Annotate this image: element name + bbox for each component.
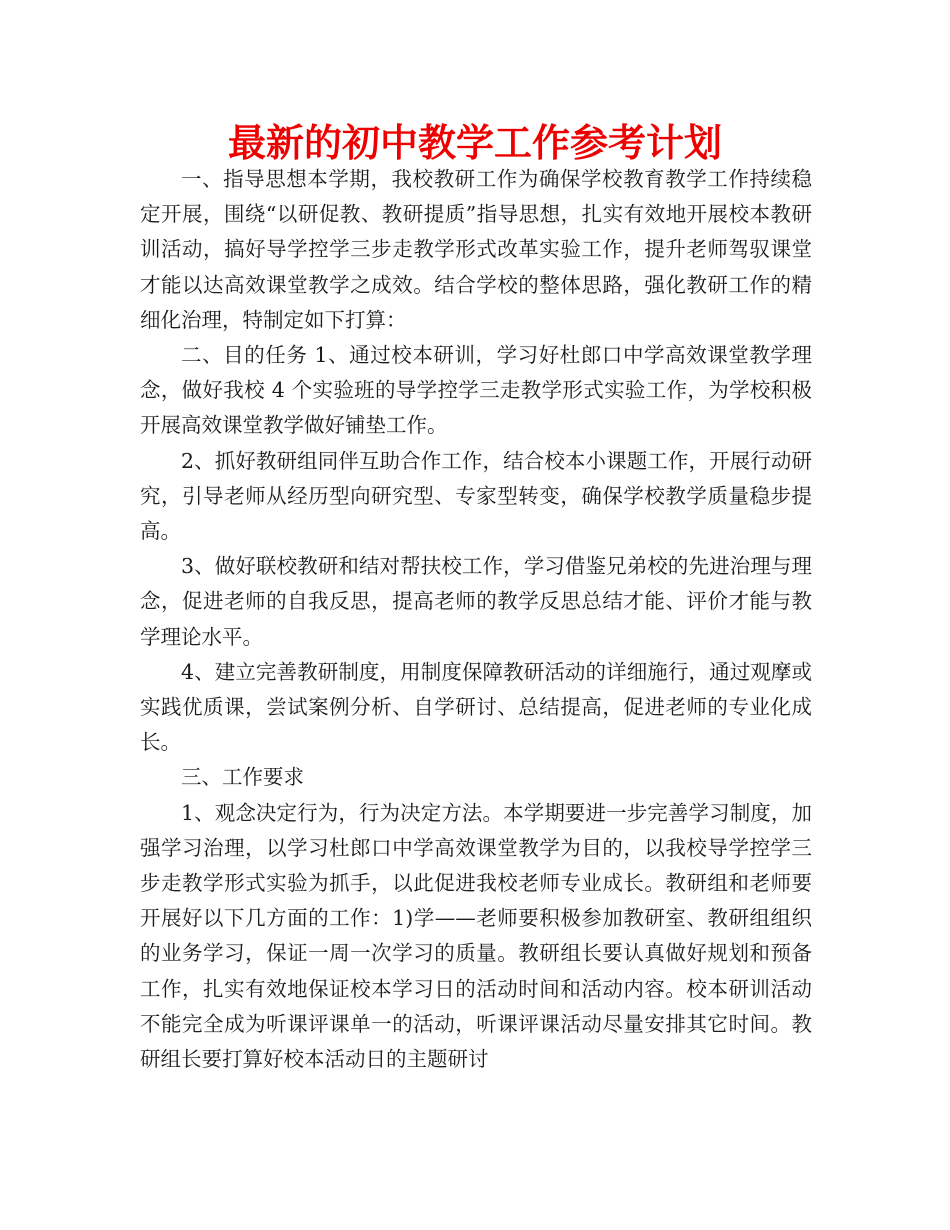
- document-body: [140, 162, 812, 1077]
- paragraph-goals-2: 2、抓好教研组同伴互助合作工作，结合校本小课题工作，开展行动研究，引导老师从经历型向研究型、专家型转变，确保学校教学质量稳步提高。: [140, 448, 812, 544]
- section-heading-requirements: 三、工作要求: [181, 765, 304, 790]
- document-title: 最新的初中教学工作参考计划: [227, 121, 722, 165]
- paragraph-goals-4: 4、建立完善教研制度，用制度保障教研活动的详细施行，通过观摩或实践优质课，尝试案例分析、自学研讨、总结提高，促进老师的专业化成长。: [140, 659, 812, 755]
- paragraph-goals-1: 二、目的任务 1、通过校本研训，学习好杜郎口中学高效课堂教学理念，做好我校 4 个实验班的导学控学三走教学形式实验工作，为学校积极开展高效课堂教学做好铺垫工作。: [140, 343, 812, 438]
- paragraph-requirements-1: 1、观念决定行为，行为决定方法。本学期要进一步完善学习制度，加强学习治理，以学习杜郎口中学高效课堂教学为目的，以我校导学控学三步走教学形式实验为抓手，以此促进我校老师专业成长。教研组和老师要开展好以下几方面的工作：1)学——老师要积极参加教研室、教研组组织的业务学习，保证一周一次学习的质量。教研组长要认真做好规划和预备工作，扎实有效地保证校本学习日的活动时间和活动内容。校本研训活动不能完全成为听课评课单一的活动，听课评课活动尽量安排其它时间。教研组长要打算好校本活动日的主题研讨: [140, 800, 812, 1072]
- paragraph-guiding-ideology: 一、指导思想本学期，我校教研工作为确保学校教育教学工作持续稳定开展，围绕“以研促教、教研提质”指导思想，扎实有效地开展校本教研训活动，搞好导学控学三步走教学形式改革实验工作，提升老师驾驭课堂才能以达高效课堂教学之成效。结合学校的整体思路，强化教研工作的精细化治理，特制定如下打算：: [140, 167, 812, 332]
- paragraph-goals-3: 3、做好联校教研和结对帮扶校工作，学习借鉴兄弟校的先进治理与理念，促进老师的自我反思，提高老师的教学反思总结才能、评价才能与教学理论水平。: [140, 554, 812, 649]
